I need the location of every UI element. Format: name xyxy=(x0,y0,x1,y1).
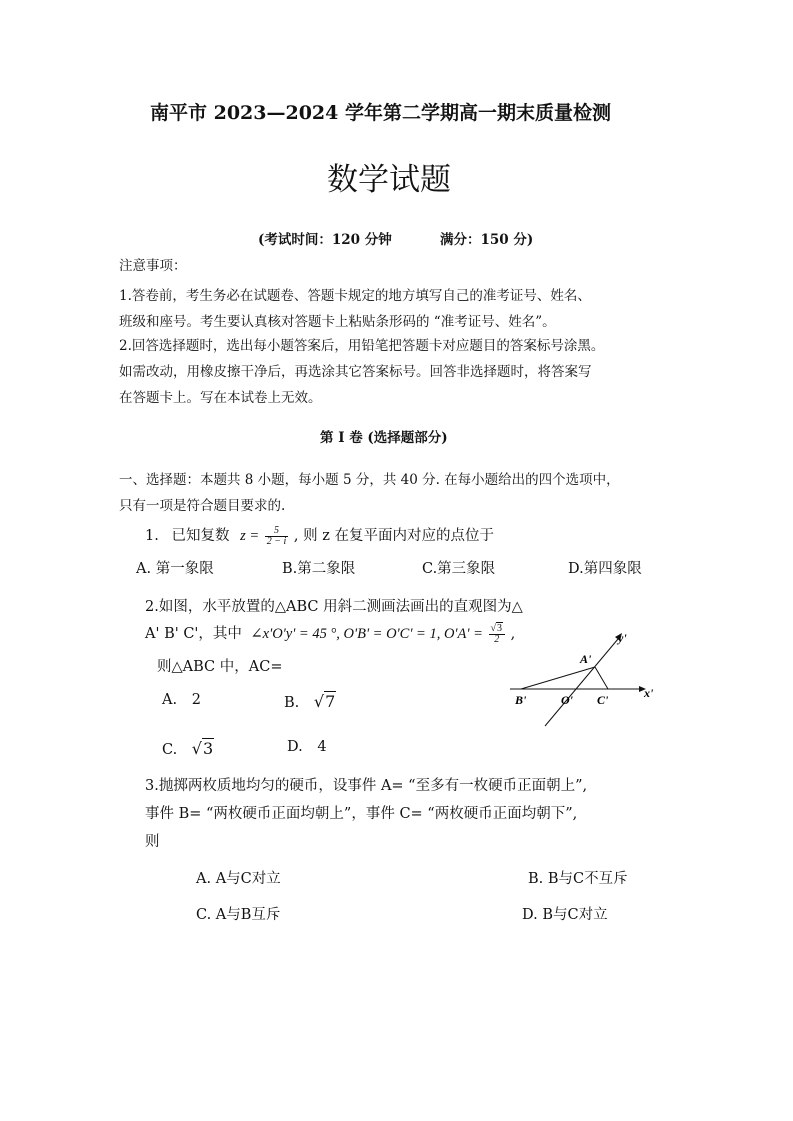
fraction xyxy=(265,526,289,547)
question-number: 1. xyxy=(145,528,159,544)
vertex-c-label: C' xyxy=(597,693,609,707)
notes-line: 在答题卡上。写在本试卷上无效。 xyxy=(119,390,322,406)
question-1-stem xyxy=(145,524,494,547)
question-3-stem: 则 xyxy=(145,834,160,850)
option-value: √3 xyxy=(191,739,214,758)
sqrt-radicand: 7 xyxy=(325,692,336,711)
fraction-denominator: 2 xyxy=(494,633,500,645)
notes-line: 1.答卷前，考生务必在试题卷、答题卡规定的地方填写自己的准考证号、姓名、 xyxy=(119,288,591,304)
x-axis-label: x' xyxy=(644,686,654,700)
oblique-projection-figure xyxy=(505,626,665,730)
question-text: A' B' C'，其中 xyxy=(145,626,242,642)
fraction-numerator: √3 xyxy=(489,624,506,635)
section-instruction: 一、选择题：本题共 8 小题，每小题 5 分，共 40 分. 在每小题给出的四个选项中， xyxy=(119,472,620,488)
sqrt-radicand: 3 xyxy=(203,739,214,758)
question-2-stem: 则△ABC 中，AC= xyxy=(157,659,283,675)
question-text: 已知复数 xyxy=(171,528,230,544)
question-2-stem: 2.如图，水平放置的△ABC 用斜二测画法画出的直观图为△ xyxy=(145,599,523,615)
question-text: , 则 z 在复平面内对应的点位于 xyxy=(293,528,494,544)
option-b: B.第二象限 xyxy=(282,561,356,577)
question-text: , xyxy=(510,626,516,642)
option-value: 4 xyxy=(317,739,327,755)
exam-time: (考试时间：120 分钟 xyxy=(258,232,392,248)
origin-o-label: O' xyxy=(561,693,573,707)
fraction-numerator: 5 xyxy=(265,526,289,537)
exam-title: 南平市 2023—2024 学年第二学期高一期末质量检测 xyxy=(150,102,611,124)
option-c: C. A与B互斥 xyxy=(196,907,281,923)
option-d xyxy=(287,739,327,755)
option-a: A. 第一象限 xyxy=(136,561,214,577)
question-3-stem: 事件 B= “两枚硬币正面均朝上”，事件 C= “两枚硬币正面均朝下”, xyxy=(145,806,578,822)
option-c: C.第三象限 xyxy=(422,561,496,577)
option-value: √7 xyxy=(313,692,336,711)
formula-angle: ∠x'O'y' = 45 °, O'B' = O'C' = 1, O'A' = xyxy=(250,626,483,642)
question-2-stem xyxy=(145,622,515,645)
section-title: 第 I 卷 (选择题部分) xyxy=(320,430,448,446)
option-value: 2 xyxy=(191,692,201,708)
option-b: B. B与C不互斥 xyxy=(528,871,628,887)
option-label: B. xyxy=(284,695,300,711)
question-3-stem: 3.抛掷两枚质地均匀的硬币，设事件 A= “至多有一枚硬币正面朝上”, xyxy=(145,778,588,794)
full-score: 满分：150 分) xyxy=(440,232,534,248)
option-label: A. xyxy=(162,692,178,708)
y-axis-label: y' xyxy=(618,631,627,645)
notes-line: 如需改动，用橡皮擦干净后，再选涂其它答案标号。回答非选择题时，将答案写 xyxy=(119,364,592,380)
formula-z: z = xyxy=(240,528,260,544)
option-label: C. xyxy=(162,742,178,758)
option-label: D. xyxy=(287,739,303,755)
option-a xyxy=(162,692,201,708)
notes-line: 2.回答选择题时，选出每小题答案后，用铅笔把答题卡对应题目的答案标号涂黑。 xyxy=(119,338,605,354)
option-d: D. B与C对立 xyxy=(522,907,608,923)
notes-heading: 注意事项： xyxy=(119,258,187,274)
option-d: D.第四象限 xyxy=(568,561,642,577)
fraction xyxy=(489,624,506,645)
option-c xyxy=(162,739,214,758)
segment-a-c xyxy=(595,667,608,689)
option-b xyxy=(284,692,336,711)
subject-title: 数学试题 xyxy=(327,162,451,198)
notes-line: 班级和座号。考生要认真核对答题卡上粘贴条形码的 “准考证号、姓名”。 xyxy=(119,314,556,330)
section-instruction: 只有一项是符合题目要求的. xyxy=(119,498,286,514)
fraction-denominator: 2 − i xyxy=(266,535,287,547)
vertex-b-label: B' xyxy=(515,693,527,707)
sqrt-radicand: 3 xyxy=(497,622,503,634)
vertex-a-label: A' xyxy=(580,652,592,666)
option-a: A. A与C对立 xyxy=(196,871,281,887)
segment-b-a xyxy=(521,667,595,689)
